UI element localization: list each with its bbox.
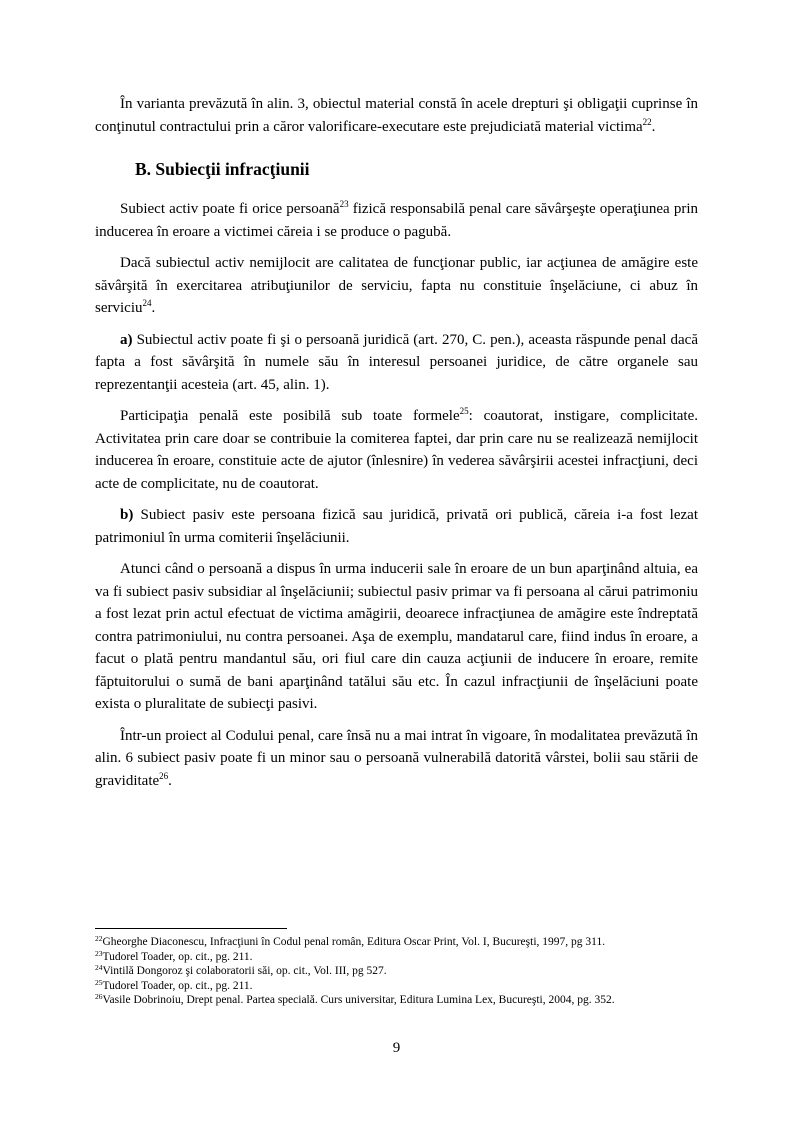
paragraph-text: Atunci când o persoană a dispus în urma inducerii sale în eroare de un bun aparţinând altuia, ea va fi subiect pasiv subsidiar al înşelăciunii; subiectul pasiv primar va fi persoana al cărui patrimoniu a fost lezat prin actul efectuat de victima amăgirii, deoarece infracţiunea de amăgire este îndreptată contra patrimoniului, nu contra persoanei. Aşa de exemplu, mandatarul care, fiind indus în eroare, a facut o plată pentru mandantul său, ori fiul care din cauza acţiunii de inducere în eroare, remite făptuitorului o sumă de bani aparţinând tatălui său etc. În cazul infracţiunii de înşelăciuni poate exista o pluralitate de subiecţi pasivi. — [95, 561, 698, 712]
footnote-number: 23 — [95, 948, 103, 958]
paragraph — [95, 252, 698, 320]
footnote-ref: 25 — [459, 406, 469, 416]
paragraph-text: . — [151, 300, 156, 316]
footnote-number: 24 — [95, 963, 103, 972]
paragraph-text: Participaţia penală este posibilă sub toate formele — [120, 408, 460, 424]
paragraph — [95, 93, 698, 138]
footnote-number: 26 — [95, 992, 103, 1001]
paragraph — [95, 198, 698, 243]
footnote-text: Tudorel Toader, op. cit., pg. 211. — [102, 950, 253, 963]
footnote-text: Gheorghe Diaconescu, Infracţiuni în Codul penal român, Editura Oscar Print, Vol. I, Bucureşti, 1997, pg 311. — [102, 936, 606, 948]
footnote-ref: 26 — [159, 770, 169, 781]
paragraph-text: Dacă subiectul activ nemijlocit are calitatea de funcţionar public, iar acţiunea de amăgire este săvârşită în exercitarea atribuţiunilor de serviciu, fapta nu constituie înşelăciune, ci abuz în serviciu — [95, 255, 698, 316]
paragraph — [95, 725, 698, 793]
paragraph-text: fizică responsabilă penal care săvârşeşte operaţiunea prin inducerea în eroare a victimei căreia i se produce o pagubă. — [95, 201, 698, 240]
paragraph — [95, 329, 698, 397]
footnote-ref: 23 — [339, 199, 349, 209]
footnote-divider — [95, 928, 287, 929]
footnote — [95, 993, 698, 1008]
footnote — [95, 935, 698, 950]
footnote-text: Tudorel Toader, op. cit., pg. 211. — [102, 979, 253, 992]
footnote-text: Vasile Dobrinoiu, Drept penal. Partea specială. Curs universitar, Editura Lumina Lex, Bucureşti, 2004, pg. 352. — [102, 994, 615, 1006]
paragraph-text: Subiectul activ poate fi şi o persoană juridică (art. 270, C. pen.), aceasta răspunde penal dacă fapta a fost săvârşită în numele său în interesul persoanei juridice, de către organele sau reprezentanţii acesteia (art. 45, alin. 1). — [95, 331, 698, 393]
section-heading: B. Subiecţii infracţiunii — [135, 159, 310, 179]
paragraph — [95, 504, 698, 549]
footnote — [95, 979, 698, 994]
footnote-ref: 22 — [642, 116, 652, 127]
body-text — [95, 93, 698, 801]
page-number: 9 — [392, 1040, 401, 1056]
footnote — [95, 964, 698, 979]
footnote-number: 25 — [95, 977, 103, 987]
paragraph-text: . — [168, 772, 172, 789]
footnotes — [95, 928, 698, 1008]
paragraph-text: Într-un proiect al Codului penal, care însă nu a mai intrat în vigoare, în modalitatea prevăzută în alin. 6 subiect pasiv poate fi un minor sau o persoană vulnerabilă datorită vârstei, bolii sau stării de graviditate — [95, 727, 698, 789]
footnote — [95, 950, 698, 965]
paragraph-text: În varianta prevăzută în alin. 3, obiectul material constă în acele drepturi şi obligaţii cuprinse în conţinutul contractului prin a căror valorificare-executare este prejudiciată material victima — [95, 96, 698, 135]
paragraph-text: : coautorat, instigare, complicitate. Activitatea prin care doar se contribuie la comiterea faptei, dar prin care nu se realizează nemijlocit inducerea în eroare, constituie acte de ajutor (înlesnire) în vederea săvârşirii acestei infracţiuni, deci acte de complicitate, nu de coautorat. — [95, 408, 698, 492]
list-label: a) — [120, 331, 133, 348]
list-label: b) — [120, 507, 134, 523]
footnote-text: Vintilă Dongoroz şi colaboratorii săi, op. cit., Vol. III, pg 527. — [102, 965, 387, 977]
paragraph — [95, 405, 698, 495]
paragraph-text: Subiect pasiv este persoana fizică sau juridică, privată ori publică, căreia i-a fost lezat patrimoniul în urma comiterii înşelăciunii. — [95, 507, 698, 546]
paragraph-text: Subiect activ poate fi orice persoană — [120, 201, 340, 217]
footnote-number: 22 — [95, 934, 103, 943]
paragraph — [95, 558, 698, 716]
footnote-ref: 24 — [142, 298, 152, 308]
paragraph-text: . — [651, 118, 656, 135]
